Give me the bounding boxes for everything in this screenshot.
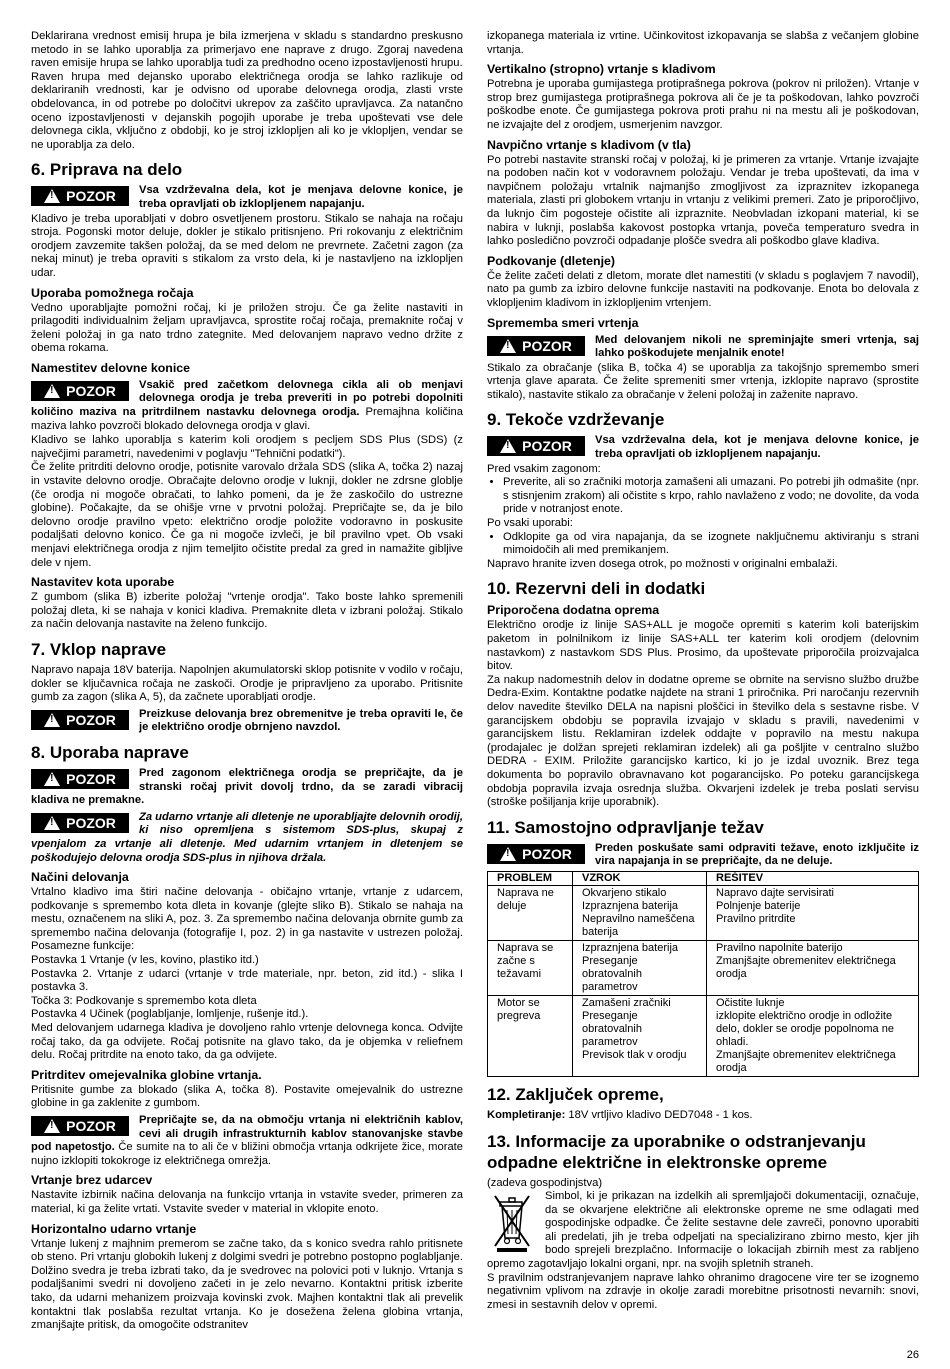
tool-mount-paragraph-2: Če želite pritrditi delovno orodje, potisnite varovalo držala SDS (slika A, točka 2) nazaj in vstavite delovno orodje. Obračajte delovno orodje v luknji, dokler ne zdrsne globlje (če orodja ni mogoče obračati, to lahko pomeni, da je že zaskočilo do ustrezne globine). Počakajte, da se ohišje vrne v prvotni položaj. Prepričajte se, da je bilo delovno orodje pravilno vpeto: električno orodje položite vodoravno in poskusite podaljšati delovno konico. Če ga ni mogoče izvleči, je bil pravilno vpet. Ob vsaki menjavi električnega orodja z njim temeljito očistite predal za gred in namažite gibljive dele v njem. — [31, 461, 463, 569]
depth-stop-paragraph: Pritisnite gumbe za blokado (slika A, točka 8). Postavite omejevalnik do ustrezne globine in ga zaklenite z gumbom. — [31, 1083, 463, 1110]
weee-paragraph-1: Simbol, ki je prikazan na izdelkih ali spremljajoči dokumentaciji, označuje, da se okvarjene električne ali elektronske opreme ne sme odlagati med gospodinjske odpadke. Če želite sestavne dele zavreči, ponovno uporabiti ali predelati, jih je treba odpeljati na specializirano zbirno mesto, kjer jih bodo sprejeli brezplačno. Informacije o lokacijah zbirnih mest za rabljeno opremo zagotavljajo lokalni organi, npr. na svojih spletnih straneh. — [487, 1190, 919, 1271]
kit-value: 18V vrtljivo kladivo DED7048 - 1 kos. — [565, 1108, 753, 1121]
subsection-modes-title: Načini delovanja — [31, 870, 129, 885]
cell-line: Okvarjeno stikalo — [582, 886, 667, 899]
section-6-paragraph: Kladivo je treba uporabljati v dobro osvetljenem prostoru. Stikalo se nahaja na ročaju stroja. Pogonski motor deluje, dokler je stikalo pritisnjeno. Pri rokovanju z električnim orodjem zavzemite takšen položaj, da se med delom ne prevrnete. Začetni zagon (za nekaj minut) je treba opraviti s stikalom za vrsto dela, ki je nastavljeno na izklopljen udar. — [31, 212, 463, 279]
cell-line: Zmanjšajte obremenitev električnega orodja — [716, 1048, 896, 1074]
list-item: • Odklopite ga od vira napajanja, da se izognete naključnemu aktiviranju s strani mimoidočih ali med premikanjem. — [503, 531, 919, 558]
warning-icon — [44, 189, 60, 203]
tool-mount-paragraph-1: Kladivo se lahko uporablja s katerim koli orodjem s pecljem SDS Plus (SDS) (z največjimi parametri, navedenimi v poglavju "Tehnični podatki"). — [31, 434, 463, 460]
cell-line: izklopite električno orodje in odložite delo, dokler se orodje popolnoma ne ohladi. — [716, 1009, 894, 1048]
table-cell — [707, 995, 919, 1076]
section-10-title: 10. Rezervni deli in dodatki — [487, 579, 706, 599]
subsection-direction-title: Sprememba smeri vrtenja — [487, 315, 639, 330]
intro-paragraph-1: Deklarirana vrednost emisij hrupa je bila izmerjena v skladu s standardno preskusno metodo in se lahko uporablja za primerjavo ene naprave z drugo. Zgoraj navedena raven emisije hrupa se lahko uporablja tudi za predhodno oceno izpostavljenosti hrupu. — [31, 30, 463, 70]
cell-line: Napravo dajte servisirati — [716, 886, 834, 899]
cell-line: Preseganje obratovalnih parametrov — [582, 954, 642, 993]
continued-paragraph: izkopanega materiala iz vrtine. Učinkovitost izkopavanja se slabša z večanjem globine vrtanja. — [487, 30, 919, 56]
warning-text: Med delovanjem nikoli ne spreminjajte smeri vrtenja, saj lahko poškodujete menjalnik enote! — [595, 333, 919, 360]
warning-block — [31, 1114, 463, 1168]
cell-line: Zmanjšajte obremenitev električnega orodja — [716, 954, 896, 980]
crossed-bin-icon — [491, 1192, 535, 1252]
list-item: • Preverite, ali so zračniki motorja zamašeni ali umazani. Po potrebi jih odmašite (npr. s stisnjenim zrakom) ali očistite s krpo, rahlo navlaženo z vodo; ne dovolite, da voda pride v notranjost enote. — [503, 476, 919, 517]
warning-text: Preden poskušate sami odpraviti težave, enoto izključite iz vira napajanja in se prepričajte, da ne deluje. — [595, 841, 919, 868]
kit-contents — [487, 1109, 919, 1123]
after-use-label: Po vsaki uporabi: — [487, 517, 573, 530]
warning-icon — [500, 339, 516, 353]
warning-block — [31, 767, 463, 808]
table-cell — [573, 940, 707, 995]
subsection-aux-handle-text: Vedno uporabljajte pomožni ročaj, ki je priložen stroju. Če ga želite nastaviti in prilagoditi individualnim željam upravljavca, sprostite ročaj ročaja, premaknite ročaj v želeni položaj in ga nato trdno zategnite. Med delovanjem napravo vedno držite z obema rokama. — [31, 301, 463, 355]
horizontal-paragraph: Vrtanje lukenj z majhnim premerom se začne tako, da s konico svedra rahlo pritisnete ob steno. Pri vrtanju globokih lukenj z dolgimi svedri je potrebno postopno poglabljanje. Dolžino svedra je treba izbrati tako, da je svedrovec na polovici poti v luknjo. Vrtanja s podaljšanimi svedri ni dovoljeno začeti in je zelo nevarno. Kontaktni pritisk izberite tako, da udarni mehanizem proizvaja kovinski zvok. Majhen kontaktni tlak ali prevelik kontaktni tlak poslabša rezultat vrtanja. Ko je dosežena želena globina vrtanja, zmanjšajte pritisk, da omogočite odstranitev — [31, 1237, 463, 1332]
table-cell: Naprava ne deluje — [488, 885, 573, 940]
warning-text: Vsa vzdrževalna dela, kot je menjava delovne konice, je treba opravljati ob izklopljenem napajanju. — [595, 434, 919, 461]
subsection-drilling-title: Vrtanje brez udarcev — [31, 1173, 153, 1188]
table-cell: Motor se pregreva — [488, 995, 573, 1076]
warning-icon — [500, 847, 516, 861]
cell-line: Polnjenje baterije — [716, 899, 801, 912]
mode-item-2: Postavka 2. Vrtanje z udarci (vrtanje v trde materiale, npr. beton, zid itd.) - slika I postavka 3. — [31, 967, 463, 994]
warning-block — [31, 811, 463, 865]
subsection-horizontal-title: Horizontalno udarno vrtanje — [31, 1221, 197, 1236]
pozor-badge: ! POZOR — [31, 186, 129, 206]
table-cell — [707, 885, 919, 940]
modes-paragraph-1: Vrtalno kladivo ima štiri načine delovanja - običajno vrtanje, vrtanje z udarcem, podkovanje s spremembo kota dleta in kovanje (glejte sliko B). Stikalo se nahaja na mestu, označenem na sliki A, poz. 3. Za spremembo načina delovanja obrnite gumb za spremembo načina delovanja (fotografije I, poz. 2) in ga nastavite v ustrezen položaj. Posamezne funkcije: — [31, 886, 463, 953]
table-cell: Naprava se začne s težavami — [488, 940, 573, 995]
section-6-title: 6. Priprava na delo — [31, 160, 183, 180]
section-7-paragraph: Napravo napaja 18V baterija. Napolnjen akumulatorski sklop potisnite v vodilo v ročaju, dokler se ključavnica ročaja ne zaskoči. Orodje je pripravljeno za uporabo. Pritisnite gumb za zagon (slika A, 5), da začnete uporabljati orodje. — [31, 663, 463, 704]
table-row — [488, 885, 919, 940]
section-11-title: 11. Samostojno odpravljanje težav — [487, 817, 764, 837]
table-cell — [573, 885, 707, 940]
table-header-row — [488, 871, 919, 885]
weee-paragraph-2: S pravilnim odstranjevanjem naprave lahko ohranimo dragocene vire ter se izognemo negativnim vplivom na zdravje in okolje zaradi morebitne prisotnosti nevarnih: snovi, zmesi in sestavnih delov v opremi. — [487, 1271, 919, 1311]
table-row — [488, 940, 919, 995]
pozor-badge: ! POZOR — [487, 436, 585, 456]
table-header: REŠITEV — [707, 871, 919, 885]
accessories-paragraph: Električno orodje iz linije SAS+ALL je mogoče opremiti s katerim koli baterijskim paketom in polnilnikom iz linije SAS+ALL ter katerim koli orodjem (delovnim nastavkom) z nastavkom SDS Plus. Prosimo, da upoštevate priporočila proizvajalca bitov. — [487, 619, 919, 673]
right-column — [487, 30, 919, 1312]
section-13-subtitle: (zadeva gospodinjstva) — [487, 1176, 603, 1189]
warning-text: Pred zagonom električnega orodja se prepričajte, da je stranski ročaj privit dovolj trdno, da se zaradi vibracij kladiva ne premakne. — [31, 766, 463, 807]
subsection-vertical-floor-title: Navpično vrtanje s kladivom (v tla) — [487, 137, 691, 152]
pozor-badge: ! POZOR — [31, 769, 129, 789]
chiseling-paragraph: Če želite začeti delati z dletom, morate dlet namestiti (v skladu s poglavjem 7 navodil), nato pa gumb za izbiro delovne funkcije nastaviti na podkovanje. Enota bo delovala z vklopljenim kladivom in izklopljenim vrtenjem. — [487, 269, 919, 309]
cell-line: Zamašeni zračniki — [582, 996, 671, 1009]
before-start-list — [487, 476, 919, 517]
subsection-accessories-title: Priporočena dodatna oprema — [487, 603, 660, 618]
after-use-list — [487, 531, 919, 558]
section-12-title: 12. Zaključek opreme, — [487, 1084, 664, 1104]
spare-parts-paragraph: Za nakup nadomestnih delov in dodatne opreme se obrnite na servisno službo družbe Dedra-Exim. Kontaktne podatke najdete na strani 1 priročnika. Pri naročanju rezervnih delov navedite številko DELA na napisni ploščici in številko dela s sestavne risbe. V garancijskem obdobju se popravila izvajajo v skladu s pravili, navedenimi v garancijskem listu. Reklamiran izdelek oddajte v popravilo na mestu nakupa (prodajalec je dolžan sprejeti reklamiran izdelek) ali ga pošljite v centralno službo DEDRA - EXIM. Priložite garancijsko kartico, ki jo je izdal uvoznik. Brez tega dokumenta bo popravilo obravnavano kot pogarancijsko. Po poteku garancijskega obdobja popravila izvaja osrednja služba. Okvarjeni izdelek je treba poslati servisu (stroške pošiljanja krije uporabnik). — [487, 673, 919, 809]
modes-paragraph-2: Med delovanjem udarnega kladiva je dovoljeno rahlo vrtenje delovnega konca. Odvijte ročaj tako, da ga odvijete. Ročaj potisnite na glavo tako, da je objemka v reliefnem delu. Ročaj pritrdite na enoto tako, da ga odvijete. — [31, 1022, 463, 1062]
warning-block — [487, 842, 919, 869]
mode-item-1: Postavka 1 Vrtanje (v les, kovino, plastiko itd.) — [31, 954, 259, 967]
mode-item-4: Postavka 4 Učinek (poglabljanje, lomljenje, rušenje itd.). — [31, 1008, 309, 1021]
warning-text: Prepričajte se, da na območju vrtanja ni električnih kablov, cevi ali drugih infrastrukturnih kablov stanovanjske stavbe pod napetostjo. — [31, 1114, 463, 1154]
table-cell — [707, 940, 919, 995]
section-9-title: 9. Tekoče vzdrževanje — [487, 410, 665, 430]
before-start-label: Pred vsakim zagonom: — [487, 462, 601, 475]
subsection-depth-stop-title: Pritrditev omejevalnika globine vrtanja. — [31, 1067, 262, 1082]
subsection-angle-title: Nastavitev kota uporabe — [31, 575, 175, 590]
warning-icon — [44, 384, 60, 398]
warning-block — [31, 379, 463, 433]
kit-label: Kompletiranje: — [487, 1108, 566, 1121]
warning-block — [487, 434, 919, 461]
cell-line: Pravilno napolnite baterijo — [716, 941, 843, 954]
cell-line: Izpraznjena baterija — [582, 941, 679, 954]
cell-line: Očistite luknje — [716, 996, 785, 1009]
vertical-floor-paragraph: Po potrebi nastavite stranski ročaj v položaj, ki je primeren za vrtanje. Vrtanje izvajajte na podoben način kot v vodoravnem položaju. Vendar je treba upoštevati, da ima v navpičnem položaju vrtalnik najmanjšo zmogljivost za izpraznitev izkopanega materiala, zlasti pri globokem vrtanju in vrtanju z velikimi premeri. Zato je priporočljivo, da luknjo čim pogosteje očistite ali izpraznite. Neobvladan izkopani material, ki se nabira v luknji, poslabša kakovost postopka vrtanja, poveča temperaturo svedra in lahko posledično povzroči odpadanje plošče svedra ali poškodbo glave kladiva. — [487, 153, 919, 248]
warning-icon — [500, 439, 516, 453]
warning-icon — [44, 713, 60, 727]
pozor-badge: ! POZOR — [31, 710, 129, 730]
section-8-title: 8. Uporaba naprave — [31, 742, 189, 762]
section-13-title: 13. Informacije za uporabnike o odstranjevanju odpadne električne in elektronske opreme — [487, 1131, 866, 1172]
cell-line: Pravilno pritrdite — [716, 912, 796, 925]
subsection-vertical-ceiling-title: Vertikalno (stropno) vrtanje s kladivom — [487, 62, 716, 77]
warning-text: Vsa vzdrževalna dela, kot je menjava delovne konice, je treba opravljati ob izklopljenem napajanju. — [139, 184, 463, 210]
table-row — [488, 995, 919, 1076]
warning-block — [31, 184, 463, 211]
warning-tail: Če sumite na to ali če v bližini območja vrtanja odkrijete žice, morate nujno izklopiti tokokroge iz električnega omrežja. — [31, 1141, 463, 1167]
pozor-badge: ! POZOR — [31, 813, 129, 833]
left-column — [31, 30, 463, 1333]
pozor-badge: ! POZOR — [31, 1116, 129, 1136]
warning-text: Preizkuse delovanja brez obremenitve je treba opraviti le, če je električno orodje obrnjeno navzdol. — [139, 707, 463, 734]
pozor-badge: ! POZOR — [31, 381, 129, 401]
cell-line: Previsok tlak v orodju — [582, 1048, 687, 1061]
table-header: PROBLEM — [488, 871, 573, 885]
table-header: VZROK — [573, 871, 707, 885]
intro-paragraph-2: Raven hrupa med dejansko uporabo električnega orodja se lahko razlikuje od deklariranih vrednosti, kar je odvisno od uporabe delovnega orodja, zlasti vrste obdelovanca, in od potrebe po določitvi ukrepov za zaščito upravljavca. Za natančno oceno izpostavljenosti v dejanskih pogojih uporabe je treba upoštevati vse dele delovnega cikla, vključno z obdobji, ko je stroj izklopljen ali ko je vklopljen, vendar se ne uporablja za delo. — [31, 70, 463, 151]
subsection-aux-handle-title: Uporaba pomožnega ročaja — [31, 285, 194, 300]
table-cell — [573, 995, 707, 1076]
mode-item-3: Točka 3: Podkovanje s spremembo kota dleta — [31, 994, 257, 1007]
warning-block — [31, 708, 463, 735]
pozor-badge: ! POZOR — [487, 844, 585, 864]
subsection-angle-text: Z gumbom (slika B) izberite položaj "vrtenje orodja". Tako boste lahko spremenili položaj dleta, ki se nahaja v konici kladiva. Premaknite dleta v izbrani položaj. Stikalo za način delovanja nastavite na želeno funkcijo. — [31, 591, 463, 631]
warning-tail: Premajhna količina maziva lahko povzroči blokado delovnega orodja v glavi. — [31, 406, 463, 432]
warning-icon — [44, 772, 60, 786]
section-7-title: 7. Vklop naprave — [31, 639, 167, 659]
drilling-paragraph: Nastavite izbirnik načina delovanja na funkcijo vrtanja in vstavite sveder, primeren za material, ki ga želite vrtati. Vstavite sveder v material in vklopite enoto. — [31, 1189, 463, 1215]
subsection-chiseling-title: Podkovanje (dletenje) — [487, 253, 616, 268]
cell-line: Nepravilno nameščena baterija — [582, 912, 695, 938]
warning-icon — [44, 1119, 60, 1133]
storage-paragraph: Napravo hranite izven dosega otrok, po možnosti v originalni embalaži. — [487, 557, 838, 570]
warning-text: Vsakič pred začetkom delovnega cikla ali ob menjavi delovnega orodja je treba preveriti in po potrebi dopolniti količino maziva na pritrdilnem nastavku delovnega orodja. — [31, 378, 463, 419]
pozor-badge: ! POZOR — [487, 336, 585, 356]
direction-paragraph: Stikalo za obračanje (slika B, točka 4) se uporablja za takojšnjo spremembo smeri vrtenja glave aparata. Če želite spremeniti smer vrtenja, izklopite napravo (sprostite stikalo), nastavite stikalo za obračanje v želeni položaj in zaženite napravo. — [487, 361, 919, 401]
cell-line: Preseganje obratovalnih parametrov — [582, 1009, 642, 1048]
warning-text: Za udarno vrtanje ali dletenje ne uporabljajte delovnih orodij, ki niso opremljena s sistemom SDS-plus, skupaj z vpenjalom za vrtanje ali dletenje. Med udarnim vrtanjem in dletenjem se poškodujejo delovna orodja SDS-plus in njihova držala. — [31, 810, 463, 864]
troubleshooting-table — [487, 871, 919, 1077]
subsection-tool-mount-title: Namestitev delovne konice — [31, 360, 191, 375]
page-number: 26 — [906, 1349, 919, 1361]
cell-line: Izpraznjena baterija — [582, 899, 679, 912]
warning-block — [487, 334, 919, 361]
warning-icon — [44, 816, 60, 830]
vertical-ceiling-paragraph: Potrebna je uporaba gumijastega protiprašnega pokrova (pokrov ni priložen). Vrtanje v strop brez gumijastega protiprašnega pokrova ali če je ta poškodovan, lahko povzroči poškodbe enote. Če gumijastega pokrova proti prahu ni na mestu ali je poškodovan, ne izvajajte del z orodjem, usmerjenim navzgor. — [487, 78, 919, 131]
